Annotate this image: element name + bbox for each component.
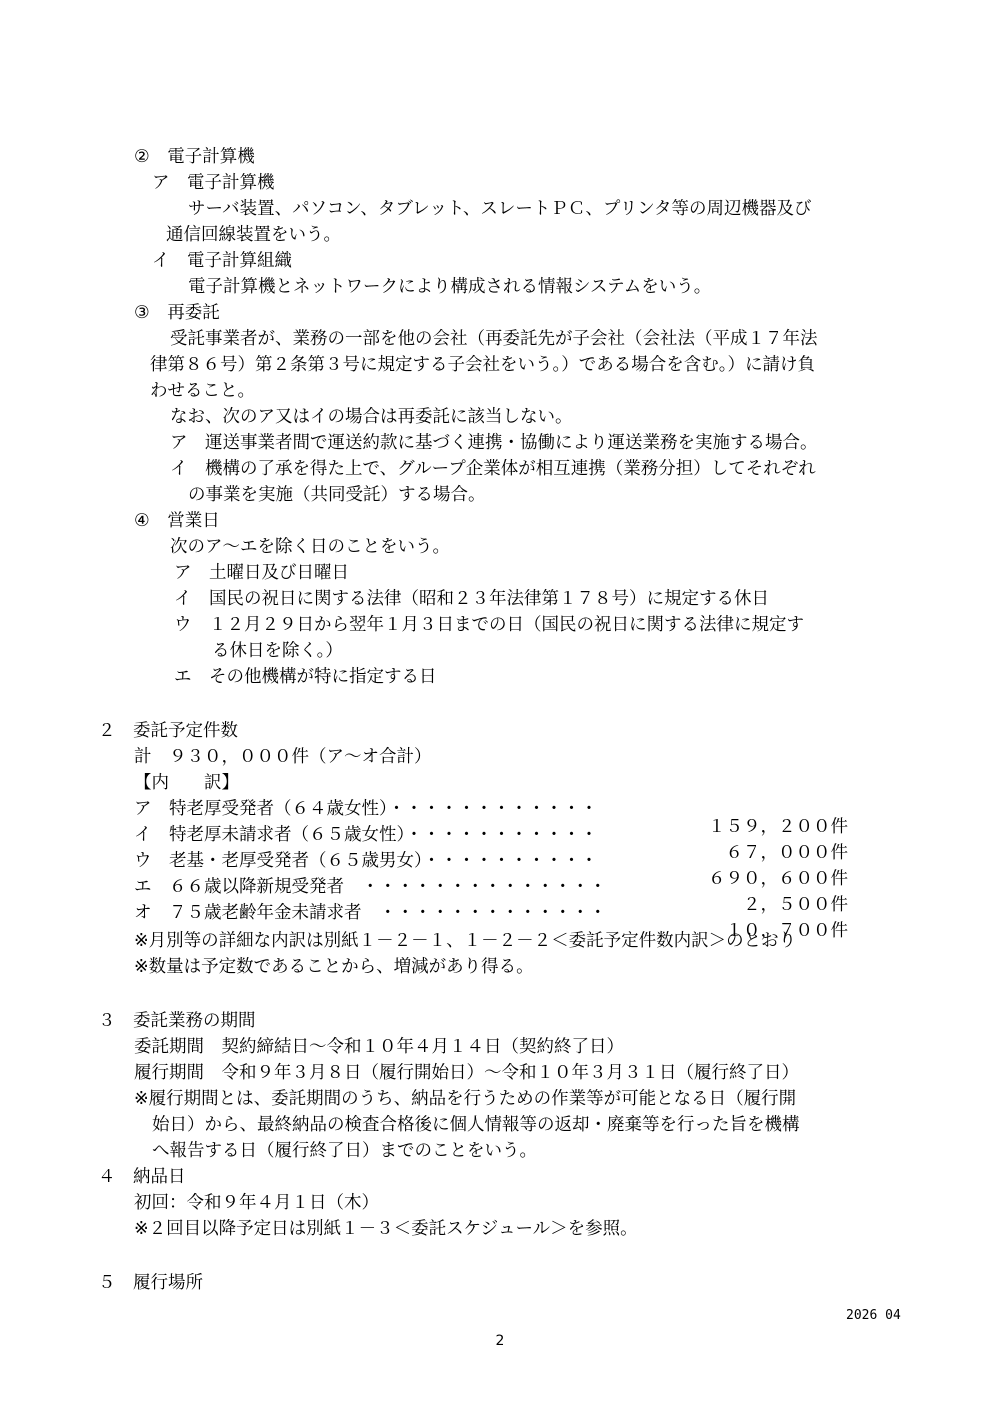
item-4-body: 次のア～エを除く日のことをいう。 — [170, 537, 450, 557]
item-4u-line2: る休日を除く。） — [212, 641, 343, 661]
item-3-body-line3: わせること。 — [150, 381, 255, 401]
item-4e: エ その他機構が特に指定する日 — [174, 667, 437, 687]
section-5-heading: ５ 履行場所 — [98, 1273, 203, 1293]
breakdown-row-value: ２，５００件 — [743, 894, 848, 915]
section-2-total: 計 ９３０，０００件（ア～オ合計） — [134, 747, 432, 767]
page-number: 2 — [495, 1333, 505, 1349]
item-2a-body-line2: 通信回線装置をいう。 — [166, 225, 341, 245]
item-2a-body-line1: サーバ装置、パソコン、タブレット、スレートＰＣ、プリンタ等の周辺機器及び — [188, 199, 812, 219]
breakdown-row-label: ア 特老厚受発者（６４歳女性）・・・・・・・・・・・・ — [134, 799, 598, 819]
breakdown-row-label: ウ 老基・老厚受発者（６５歳男女）・・・・・・・・・・ — [134, 851, 598, 871]
item-2a-title: ア 電子計算機 — [152, 173, 275, 193]
section-3-heading: ３ 委託業務の期間 — [98, 1011, 256, 1031]
item-3i-line1: イ 機構の了承を得た上で、グループ企業体が相互連携（業務分担）してそれぞれ — [170, 459, 816, 479]
breakdown-row-label: イ 特老厚未請求者（６５歳女性）・・・・・・・・・・・ — [134, 825, 598, 845]
section-2-breakdown-label: 【内 訳】 — [134, 773, 239, 793]
item-3a: ア 運送事業者間で運送約款に基づく連携・協働により運送業務を実施する場合。 — [170, 433, 818, 453]
breakdown-row-label: オ ７５歳老齢年金未請求者 ・・・・・・・・・・・・・ — [134, 903, 607, 923]
item-2i-body: 電子計算機とネットワークにより構成される情報システムをいう。 — [188, 277, 712, 297]
breakdown-row-value: １５９，２００件 — [708, 816, 848, 837]
section-4-heading: ４ 納品日 — [98, 1167, 186, 1187]
item-4-title: ④ 営業日 — [134, 511, 220, 531]
section-2-note-2: ※数量は予定数であることから、増減があり得る。 — [134, 957, 534, 977]
section-3-note-line1: ※履行期間とは、委託期間のうち、納品を行うための作業等が可能となる日（履行開 — [134, 1089, 797, 1109]
item-3i-line2: の事業を実施（共同受託）する場合。 — [188, 485, 486, 505]
breakdown-row-value: ６７，０００件 — [725, 842, 848, 863]
section-3-contract-period: 委託期間 契約締結日～令和１０年４月１４日（契約終了日） — [134, 1037, 624, 1057]
breakdown-row-label: エ ６６歳以降新規受発者 ・・・・・・・・・・・・・・ — [134, 877, 607, 897]
item-4u-line1: ウ １２月２９日から翌年１月３日までの日（国民の祝日に関する法律に規定す — [174, 615, 804, 635]
section-2-heading: ２ 委託予定件数 — [98, 721, 238, 741]
item-4a: ア 土曜日及び日曜日 — [174, 563, 349, 583]
section-4-first-delivery: 初回：令和９年４月１日（木） — [134, 1193, 379, 1213]
item-3-note: なお、次のア又はイの場合は再委託に該当しない。 — [170, 407, 573, 427]
footer-date: 2026 04 — [846, 1308, 901, 1323]
item-4i: イ 国民の祝日に関する法律（昭和２３年法律第１７８号）に規定する休日 — [174, 589, 769, 609]
section-2-note-1: ※月別等の詳細な内訳は別紙１－２－１、１－２－２＜委託予定件数内訳＞のとおり — [134, 931, 797, 951]
item-3-body-line2: 律第８６号）第２条第３号に規定する子会社をいう。）である場合を含む。）に請け負 — [150, 355, 815, 375]
item-2i-title: イ 電子計算組織 — [152, 251, 292, 271]
item-3-title: ③ 再委託 — [134, 303, 220, 323]
section-4-note: ※２回目以降予定日は別紙１－３＜委託スケジュール＞を参照。 — [134, 1219, 638, 1239]
section-3-note-line2: 始日）から、最終納品の検査合格後に個人情報等の返却・廃棄等を行った旨を機構 — [152, 1115, 800, 1135]
breakdown-row-value: １０，７００件 — [725, 920, 848, 941]
breakdown-row-value: ６９０，６００件 — [708, 868, 848, 889]
section-3-note-line3: へ報告する日（履行終了日）までのことをいう。 — [152, 1141, 537, 1161]
section-3-performance-period: 履行期間 令和９年３月８日（履行開始日）～令和１０年３月３１日（履行終了日） — [134, 1063, 799, 1083]
item-2-title: ② 電子計算機 — [134, 147, 255, 167]
item-3-body-line1: 受託事業者が、業務の一部を他の会社（再委託先が子会社（会社法（平成１７年法 — [170, 329, 818, 349]
